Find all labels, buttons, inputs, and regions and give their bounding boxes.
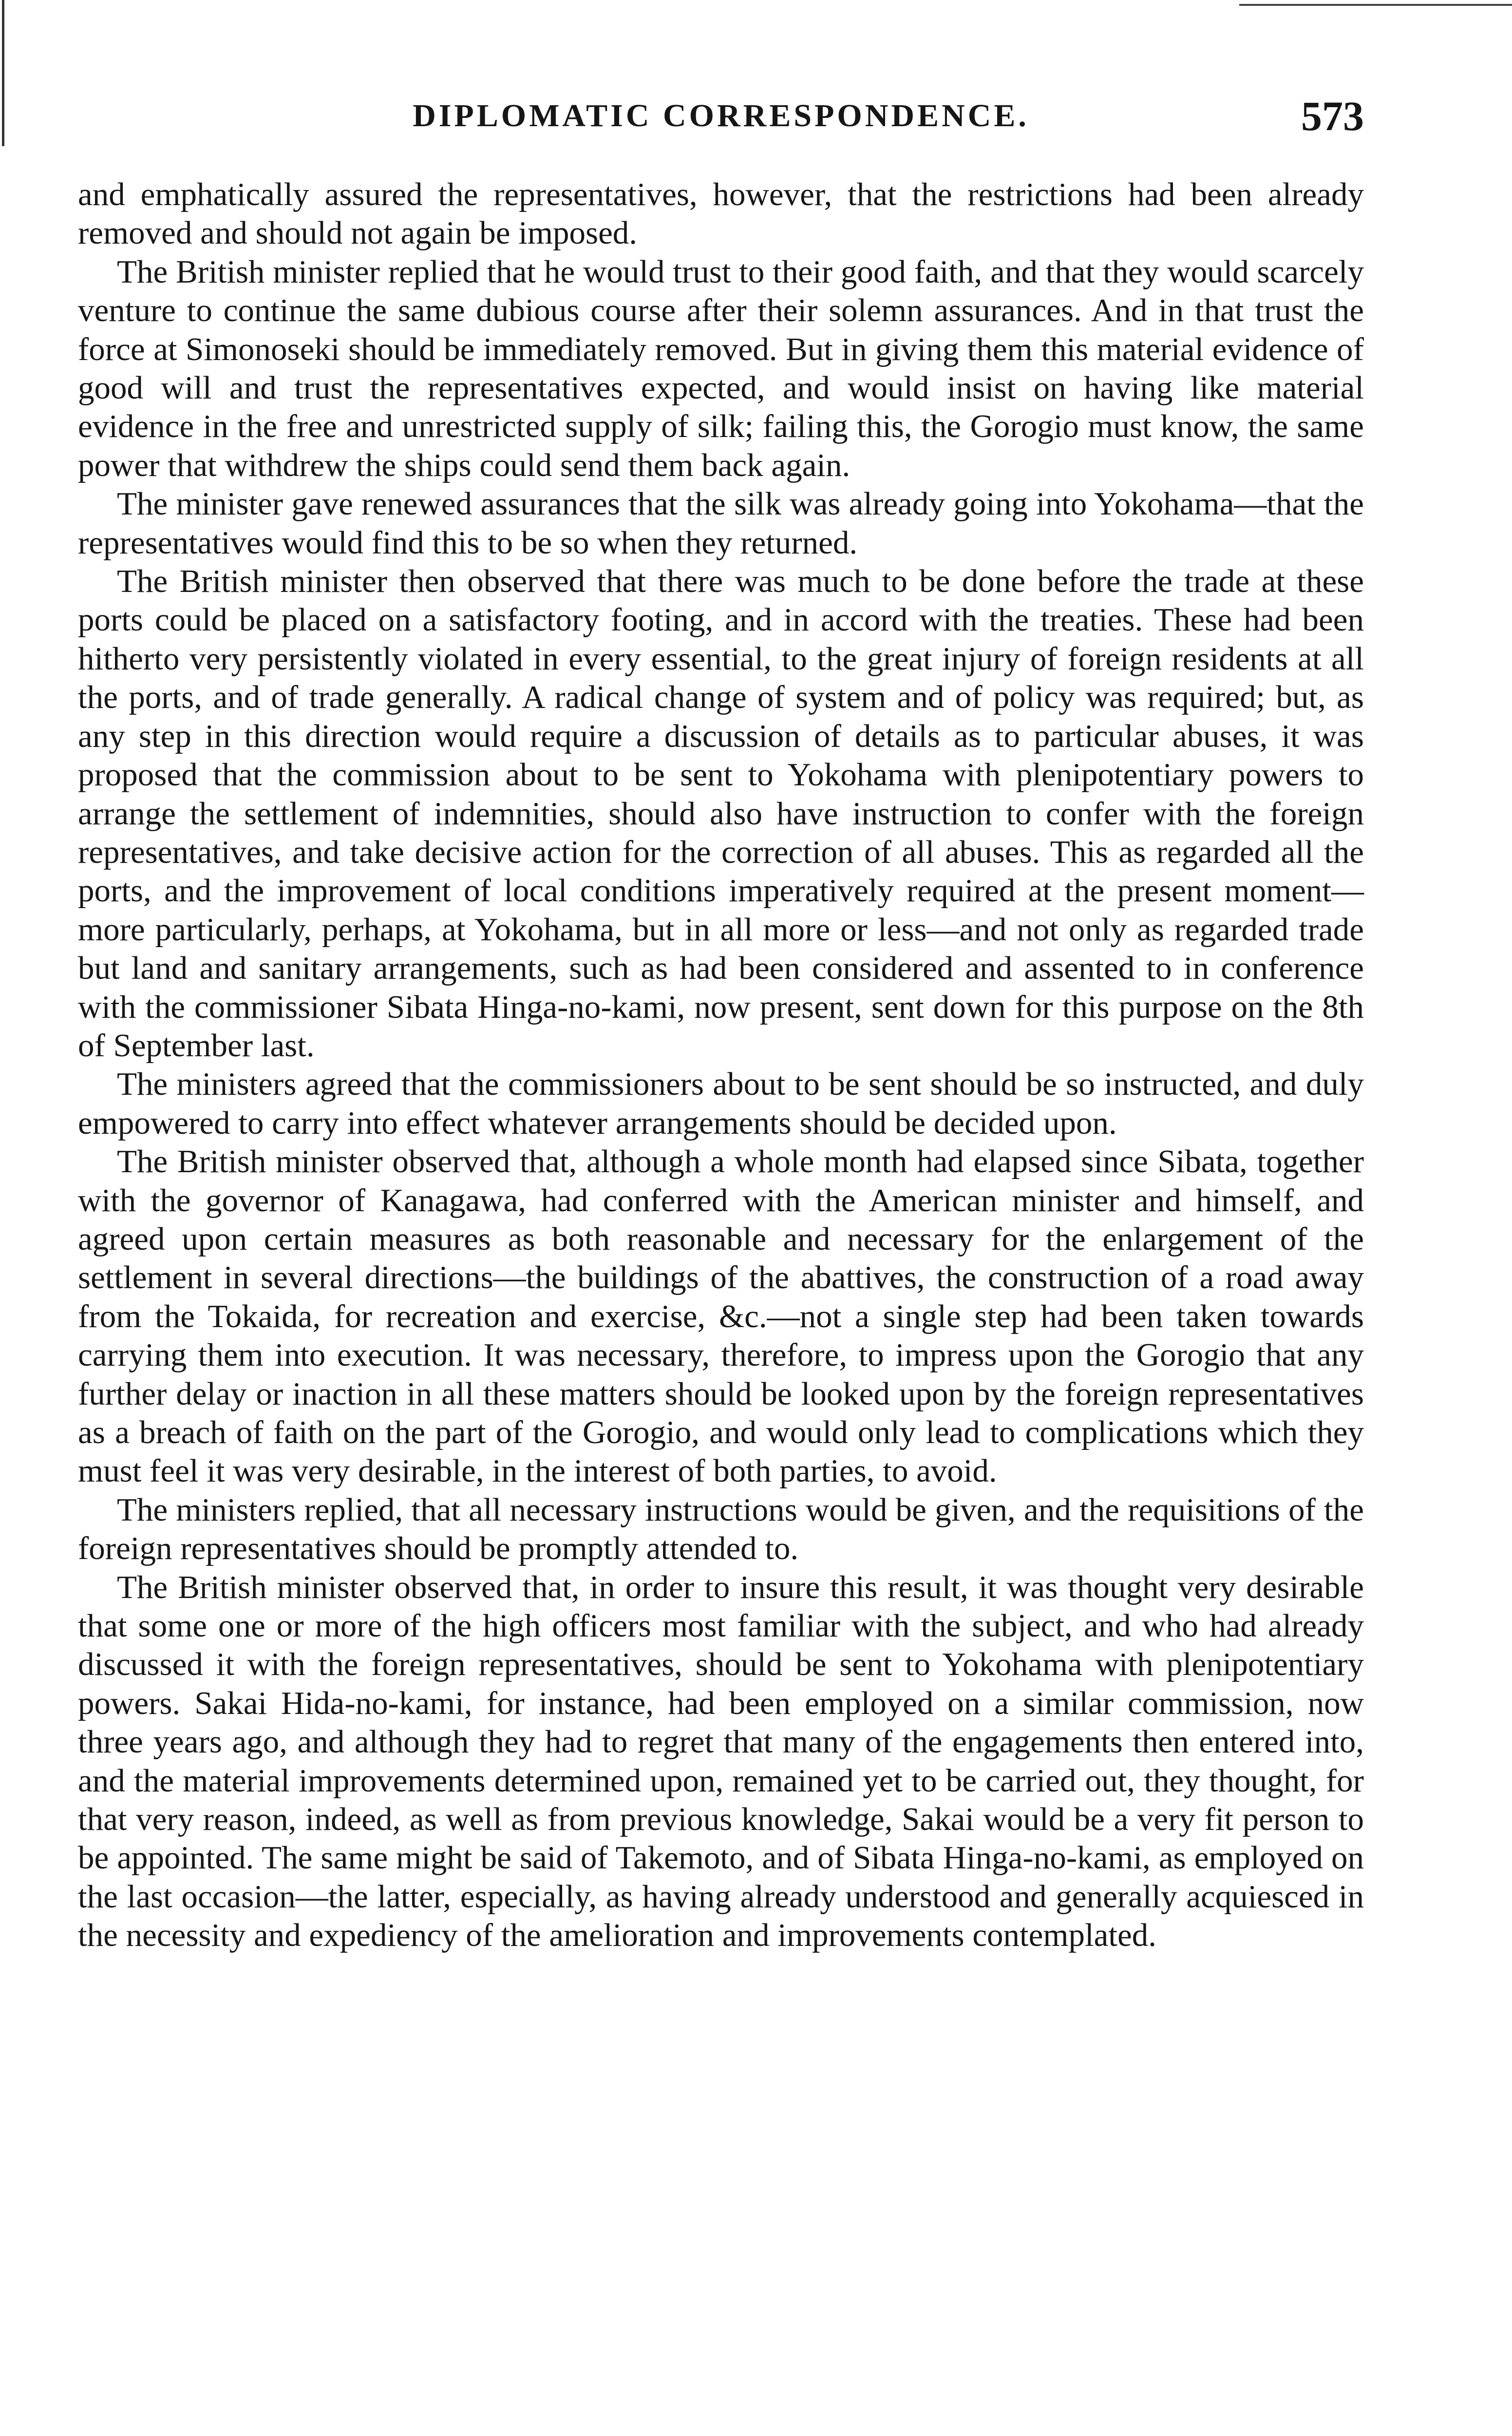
running-title: DIPLOMATIC CORRESPONDENCE. xyxy=(413,98,1029,133)
scan-edge-mark xyxy=(2,0,4,146)
paragraph: The ministers replied, that all necessary instructions would be given, and the requisitions of the foreign representatives should be promptly attended to. xyxy=(78,1491,1364,1567)
body-text xyxy=(78,175,1364,1955)
page-header xyxy=(78,92,1364,140)
paragraph: The British minister observed that, in order to insure this result, it was thought very desirable that some one or more of the high officers most familiar with the subject, and who had already discussed it with the foreign representatives, should be sent to Yokohama with plenipotentiary powers. Sakai Hida-no-kami, for instance, had been employed on a similar commission, now three years ago, and although they had to regret that many of the engagements then entered into, and the material improvements determined upon, remained yet to be carried out, they thought, for that very reason, indeed, as well as from previous knowledge, Sakai would be a very fit person to be appointed. The same might be said of Takemoto, and of Sibata Hinga-no-kami, as employed on the last occasion—the latter, especially, as having already understood and generally acquiesced in the necessity and expediency of the amelioration and improvements contemplated. xyxy=(78,1569,1364,1954)
paragraph: The British minister observed that, although a whole month had elapsed since Sibata, together with the governor of Kanagawa, had conferred with the American minister and himself, and agreed upon certain measures as both reasonable and necessary for the enlargement of the settlement in several directions—the buildings of the abattives, the construction of a road away from the Tokaida, for recreation and exercise, &c.—not a single step had been taken towards carrying them into execution. It was necessary, therefore, to impress upon the Gorogio that any further delay or inaction in all these matters should be looked upon by the foreign representatives as a breach of faith on the part of the Gorogio, and would only lead to complications which they must feel it was very desirable, in the interest of both parties, to avoid. xyxy=(78,1143,1364,1489)
page-number: 573 xyxy=(1301,93,1364,139)
paragraph: The ministers agreed that the commissioners about to be sent should be so instructed, and duly empowered to carry into effect whatever arrangements should be decided upon. xyxy=(78,1066,1364,1141)
scan-edge-mark xyxy=(1239,4,1512,6)
paragraph: The British minister replied that he would trust to their good faith, and that they would scarcely venture to continue the same dubious course after their solemn assurances. And in that trust the force at Simonoseki should be immediately removed. But in giving them this material evidence of good will and trust the representatives expected, and would insist on having like material evidence in the free and unrestricted supply of silk; failing this, the Gorogio must know, the same power that withdrew the ships could send them back again. xyxy=(78,253,1364,483)
paragraph: and emphatically assured the representatives, however, that the restrictions had been already removed and should not again be imposed. xyxy=(78,176,1364,251)
paragraph: The minister gave renewed assurances that the silk was already going into Yokohama—that the representatives would find this to be so when they returned. xyxy=(78,486,1364,561)
paragraph: The British minister then observed that there was much to be done before the trade at these ports could be placed on a satisfactory footing, and in accord with the treaties. These had been hitherto very persistently violated in every essential, to the great injury of foreign residents at all the ports, and of trade generally. A radical change of system and of policy was required; but, as any step in this direction would require a discussion of details as to particular abuses, it was proposed that the commission about to be sent to Yokohama with plenipotentiary powers to arrange the settlement of indemnities, should also have instruction to confer with the foreign representatives, and take decisive action for the correction of all abuses. This as regarded all the ports, and the improvement of local conditions imperatively required at the present moment—more particularly, perhaps, at Yokohama, but in all more or less—and not only as regarded trade but land and sanitary arrangements, such as had been considered and assented to in conference with the commissioner Sibata Hinga-no-kami, now present, sent down for this purpose on the 8th of September last. xyxy=(78,563,1364,1064)
